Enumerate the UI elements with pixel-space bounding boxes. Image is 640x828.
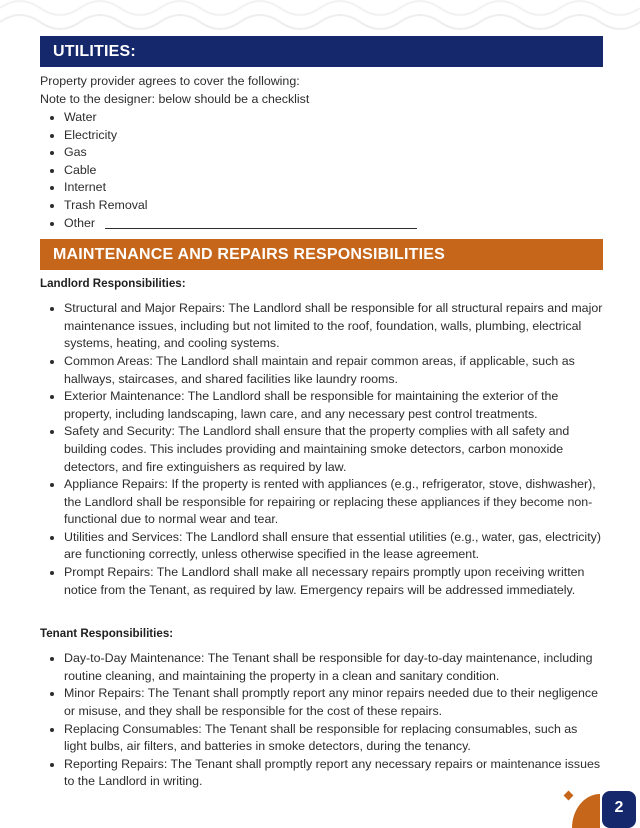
utilities-list <box>40 109 603 232</box>
other-fill-in-line[interactable] <box>105 228 417 229</box>
tenant-responsibilities-heading: Tenant Responsibilities: <box>40 627 174 641</box>
landlord-responsibilities-heading: Landlord Responsibilities: <box>40 277 186 291</box>
designer-note: Note to the designer: below should be a checklist <box>40 91 310 106</box>
landlord-item-utilities-services: • Utilities and Services: The Landlord shall ensure that essential utilities (e.g., water, gas, electricity) are functioning correctly, unless otherwise specified in the lease agreement. <box>64 529 603 564</box>
utility-item-water: • Water <box>64 109 603 127</box>
utility-item-other-label: Other <box>64 215 95 230</box>
background-wave-pattern <box>0 0 640 40</box>
utilities-section-header <box>40 36 603 67</box>
tenant-item-reporting-repairs: • Reporting Repairs: The Tenant shall promptly report any necessary repairs or maintenance issues to the Landlord in writing. <box>64 756 603 791</box>
landlord-item-exterior-maintenance: • Exterior Maintenance: The Landlord shall be responsible for maintaining the exterior of the property, including landscaping, lawn care, and any necessary pest control treatments. <box>64 388 603 423</box>
tenant-item-replacing-consumables: • Replacing Consumables: The Tenant shall be responsible for replacing consumables, such as light bulbs, air filters, and batteries in smoke detectors, during the tenancy. <box>64 721 603 756</box>
utilities-intro: Property provider agrees to cover the following: <box>40 74 300 88</box>
maintenance-section-header <box>40 239 603 270</box>
landlord-item-appliance-repairs: • Appliance Repairs: If the property is rented with appliances (e.g., refrigerator, stove, dishwasher), the Landlord shall be responsible for repairing or replacing these appliances if they become non-functional due to normal wear and tear. <box>64 476 603 529</box>
landlord-responsibilities-list <box>40 300 603 599</box>
utility-item-gas: • Gas <box>64 144 603 162</box>
landlord-item-prompt-repairs: • Prompt Repairs: The Landlord shall make all necessary repairs promptly upon receiving written notice from the Tenant, as required by law. Emergency repairs will be addressed immediately. <box>64 564 603 599</box>
orange-quarter-circle <box>572 794 600 828</box>
landlord-item-structural-repairs: • Structural and Major Repairs: The Landlord shall be responsible for all structural repairs and major maintenance issues, including but not limited to the roof, foundation, walls, plumbing, electrical systems, heating, and cooling systems. <box>64 300 603 353</box>
landlord-item-safety-security: • Safety and Security: The Landlord shall ensure that the property complies with all safety and building codes. This includes providing and maintaining smoke detectors, carbon monoxide detectors, and fire extinguishers as required by law. <box>64 423 603 476</box>
tenant-responsibilities-list <box>40 650 603 791</box>
tenant-item-minor-repairs: • Minor Repairs: The Tenant shall promptly report any minor repairs needed due to their negligence or misuse, and they shall be responsible for the cost of these repairs. <box>64 685 603 720</box>
utilities-title: UTILITIES: <box>53 42 136 60</box>
orange-diamond-icon <box>564 791 574 801</box>
maintenance-title: MAINTENANCE AND REPAIRS RESPONSIBILITIES <box>53 245 446 263</box>
utility-item-trash-removal: • Trash Removal <box>64 197 603 215</box>
utility-item-cable: • Cable <box>64 162 603 180</box>
landlord-item-common-areas: • Common Areas: The Landlord shall maintain and repair common areas, if applicable, such as hallways, staircases, and shared facilities like laundry rooms. <box>64 353 603 388</box>
tenant-item-day-to-day-maintenance: • Day-to-Day Maintenance: The Tenant shall be responsible for day-to-day maintenance, including routine cleaning, and maintaining the property in a clean and sanitary condition. <box>64 650 603 685</box>
utility-item-internet: • Internet <box>64 179 603 197</box>
page-content <box>40 36 603 791</box>
utility-item-electricity: • Electricity <box>64 127 603 145</box>
page-number: 2 <box>614 799 624 816</box>
utility-item-other <box>64 215 603 233</box>
